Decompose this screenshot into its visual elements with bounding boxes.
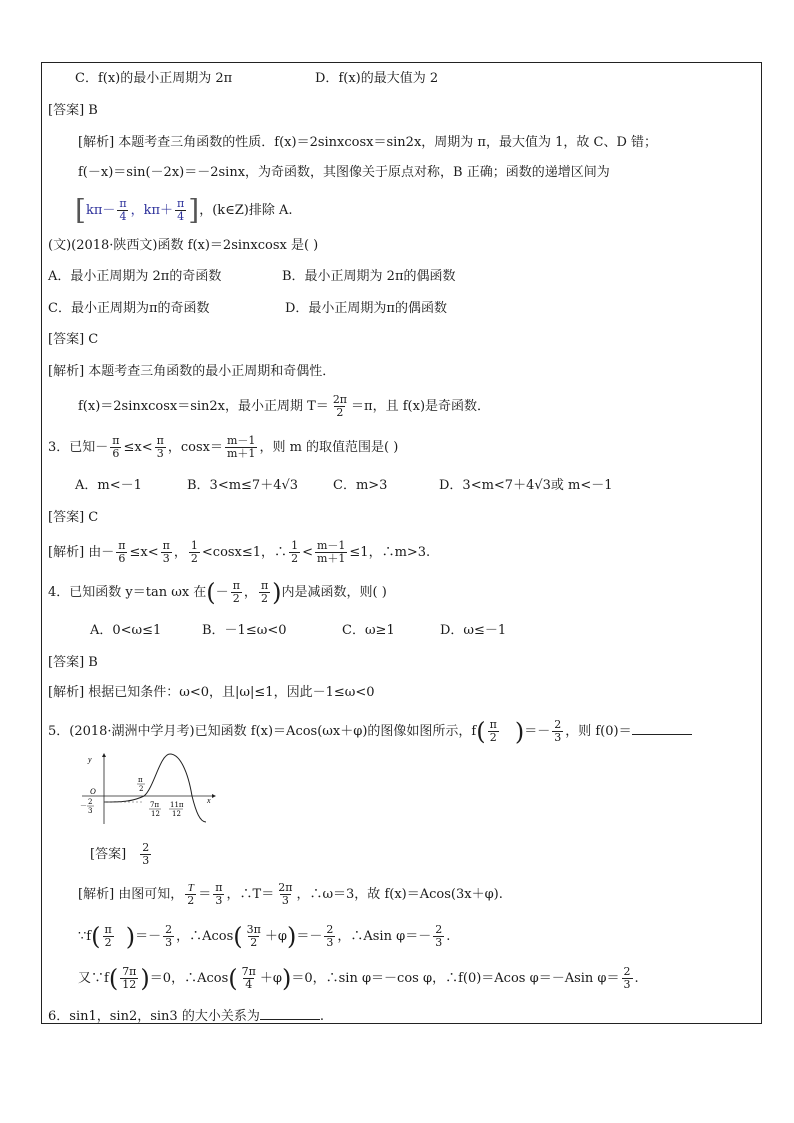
answer-3: [答案] C [48,510,99,525]
text: 3．已知－ [48,440,109,455]
den: 6 [118,552,126,565]
frac [189,540,200,565]
option-d-letter: D． [315,71,339,86]
cosine-graph [80,752,218,826]
num: π [118,539,126,552]
x-axis-arrow [212,794,216,798]
text: . [634,971,639,986]
right-bracket: ] [188,193,200,227]
paren: ( [476,717,486,746]
den: 2 [489,731,497,744]
den: 3 [215,894,223,907]
den: 2 [104,936,112,949]
den: 4 [245,978,253,991]
solution-1-line3 [75,193,293,227]
frac [185,882,196,907]
den: 2 [232,592,240,605]
den: 3 [281,894,289,907]
frac [324,924,335,949]
text: ＝π，且 f(x)是奇函数． [351,399,491,414]
wen-options-cd [48,300,447,318]
question-wen: (文)(2018·陕西文)函数 f(x)＝2sinxcosx 是( ) [48,238,319,253]
solution-5-line1 [78,876,503,914]
den: m＋1 [227,447,256,460]
frac [161,540,172,565]
q3-options [75,477,613,495]
tick-7pi-12-num: 7π [150,801,160,809]
num: π [232,579,240,592]
den: 2 [261,592,269,605]
q3-option-b: B．3<m≤7＋4√3 [187,478,299,493]
solution-wen-line2 [78,390,490,424]
text: < [302,545,313,560]
interval-note: ，(k∈Z)排除 A. [199,203,293,218]
q4-option-b: B．－1≤ω<0 [202,623,287,638]
text: ， [243,585,257,600]
frac [231,580,242,605]
text: ，cosx＝ [167,440,223,455]
q3-option-d: D．3<m<7＋4√3或 m<－1 [439,478,613,493]
origin-label: O [90,787,96,796]
solution-1-line1: [解析] 本题考查三角函数的性质．f(x)＝2sinxcosx＝sin2x，周期为 π，最大值为 1，故 C、D 错； [78,135,657,150]
interval-left: kπ－ [85,203,116,218]
den: 3 [156,447,164,460]
text: ＝－ [296,929,323,944]
question-5 [48,712,692,752]
num: π [489,718,497,731]
den: 3 [162,552,170,565]
frac [276,882,294,907]
text: ，则 m 的取值范围是( ) [259,440,399,455]
frac-2pi-2 [331,394,349,419]
text: [解析] 由图可知， [78,887,184,902]
paren: ( [206,578,216,607]
num: π [156,434,164,447]
num: 1 [291,539,299,552]
option-d [315,70,438,88]
wen-option-a: A．最小正周期为 2π的奇函数 [48,269,222,284]
wen-option-c: C．最小正周期为π的奇函数 [48,301,210,316]
answer-5 [90,836,153,874]
tick-11pi-12-den: 12 [172,810,181,818]
frac [102,924,113,949]
text: ≤x< [123,440,153,455]
text: [解析] 由－ [48,545,115,560]
question-4 [48,575,387,611]
den: 3 [326,936,334,949]
text: . [446,929,451,944]
den: 3 [142,854,150,867]
num: 2 [554,718,562,731]
frac [552,719,563,744]
question-6 [48,1007,324,1026]
frac [259,580,270,605]
frac [110,435,121,460]
paren: ) [281,964,292,993]
tick-11pi-12-num: 11π [170,801,184,809]
text: <cosx≤1，∴ [201,545,288,560]
paren: ( [108,964,119,993]
den: m＋1 [316,552,346,565]
num: m－1 [316,539,346,552]
num: 2 [326,923,334,936]
q3-option-a: A．m<－1 [75,478,142,493]
q4-option-d: D．ω≤－1 [440,623,507,638]
paren: ) [286,922,297,951]
text: ，∴ω＝3，故 f(x)＝Acos(3x＋φ). [296,887,503,902]
den: 4 [119,210,127,223]
frac [315,540,347,565]
num: 1 [190,539,198,552]
solution-5-line2 [78,918,450,956]
paren: ) [125,922,136,951]
tick-pi-over-2-den: 2 [139,785,144,793]
wen-option-b: B．最小正周期为 2π的偶函数 [282,269,456,284]
num: m－1 [227,434,256,447]
frac [433,924,444,949]
den: 2 [291,552,299,565]
num: 7π [122,965,137,978]
num: π [112,434,120,447]
num: 2π [278,881,293,894]
x-label: x [207,796,211,805]
tick-pi-over-2-num: π [138,776,143,784]
interval-right: ，kπ＋ [130,203,174,218]
tick-neg-2-3-num: 2 [88,798,93,806]
text: 又∵f [78,971,109,986]
y-axis-arrow [102,753,106,757]
option-c-letter: C． [75,71,98,86]
text: f(x)＝2sinxcosx＝sin2x，最小正周期 T＝ [78,399,329,414]
text: ，∴Acos [176,929,234,944]
text: ＝0，∴Acos [149,971,229,986]
frac [225,435,257,460]
num: 3π [246,923,261,936]
q4-option-a: A．0<ω≤1 [90,623,162,638]
num: π [260,579,269,592]
frac [622,966,633,991]
text: 5．(2018·湖洲中学月考)已知函数 f(x)＝Acos(ωx＋φ)的图像如图所示，f [48,724,477,739]
text: ，∴T＝ [226,887,275,902]
paren: ) [140,964,150,993]
text: ， [173,545,187,560]
option-d-text: f(x)的最大值为 2 [338,71,439,86]
solution-3 [48,535,430,571]
answer-1: [答案] B [48,103,98,118]
question-3 [48,430,398,466]
num: π [104,923,112,936]
tick-neg-2-3-den: 3 [88,807,93,815]
answer-label: [答案] [90,847,127,862]
den: 4 [177,210,185,223]
den: 3 [623,978,631,991]
den: 2 [187,894,195,907]
tick-neg-sign: － [80,802,87,810]
frac [488,719,499,744]
solution-1-line2: f(－x)＝sin(－2x)＝－2sinx，为奇函数，其图像关于原点对称，B 正确；函数的递增区间为 [78,165,610,180]
text: ∵f [78,929,92,944]
num: T [187,882,194,894]
option-c-text: f(x)的最小正周期为 2π [97,71,233,86]
num: 2 [142,841,150,854]
text: . [319,1009,324,1024]
num: π [119,197,127,210]
den: 2 [250,936,258,949]
num: 2π [332,393,348,406]
q4-option-c: C．ω≥1 [342,623,395,638]
frac [155,435,166,460]
frac [245,924,263,949]
q4-options [90,622,507,640]
text: ＋φ [264,929,287,944]
den: 2 [336,406,344,419]
frac [116,540,127,565]
text: 6．sin1，sin2，sin3 的大小关系为 [48,1009,260,1024]
text: ＝ [198,887,212,902]
text: ，则 f(0)＝ [565,724,632,739]
paren: ( [233,922,243,951]
left-bracket: [ [75,193,86,227]
frac-pi-4 [117,198,128,223]
paren: ) [272,578,282,607]
num: 2 [623,965,631,978]
num: π [162,539,170,552]
num: 2 [165,923,173,936]
answer-wen: [答案] C [48,332,99,347]
frac [140,842,151,867]
num: 7π [241,965,256,978]
wen-option-d: D．最小正周期为π的偶函数 [285,301,447,316]
text: ，∴Asin φ＝－ [337,929,432,944]
num: π [177,197,185,210]
text: ＝－ [524,724,551,739]
text: ＝－ [135,929,162,944]
frac [120,966,138,991]
solution-wen-line1: [解析] 本题考查三角函数的最小正周期和奇偶性． [48,364,336,379]
paren: ) [514,717,525,746]
q3-option-c: C．m>3 [333,478,388,493]
answer-4: [答案] B [48,655,98,670]
tick-7pi-12-den: 12 [151,810,160,818]
y-label: y [88,755,92,764]
den: 2 [190,552,198,565]
answer-blank [260,1007,320,1020]
frac [240,966,258,991]
wen-options-ab [48,268,456,286]
solution-4: [解析] 根据已知条件：ω<0，且|ω|≤1，因此－1≤ω<0 [48,685,375,700]
text: 4．已知函数 y＝tan ωx 在 [48,585,207,600]
num: π [215,881,223,894]
text: ≤1，∴m>3. [349,545,431,560]
paren: ( [91,922,101,951]
solution-5-line3 [78,960,639,998]
text: 内是减函数，则( ) [281,585,387,600]
text: － [215,585,229,600]
frac [163,924,174,949]
frac-pi-4b [175,198,186,223]
den: 6 [112,447,120,460]
den: 12 [122,978,137,991]
den: 3 [165,936,173,949]
den: 3 [435,936,443,949]
frac [289,540,300,565]
text: ≤x< [129,545,159,560]
frac [213,882,224,907]
line-options-cd [75,70,439,88]
num: 2 [435,923,443,936]
text: ＝0，∴sin φ＝－cos φ，∴f(0)＝Acos φ＝－Asin φ＝ [291,971,620,986]
paren: ( [228,964,238,993]
den: 3 [554,731,562,744]
answer-blank [632,722,692,735]
text: ＋φ [259,971,282,986]
